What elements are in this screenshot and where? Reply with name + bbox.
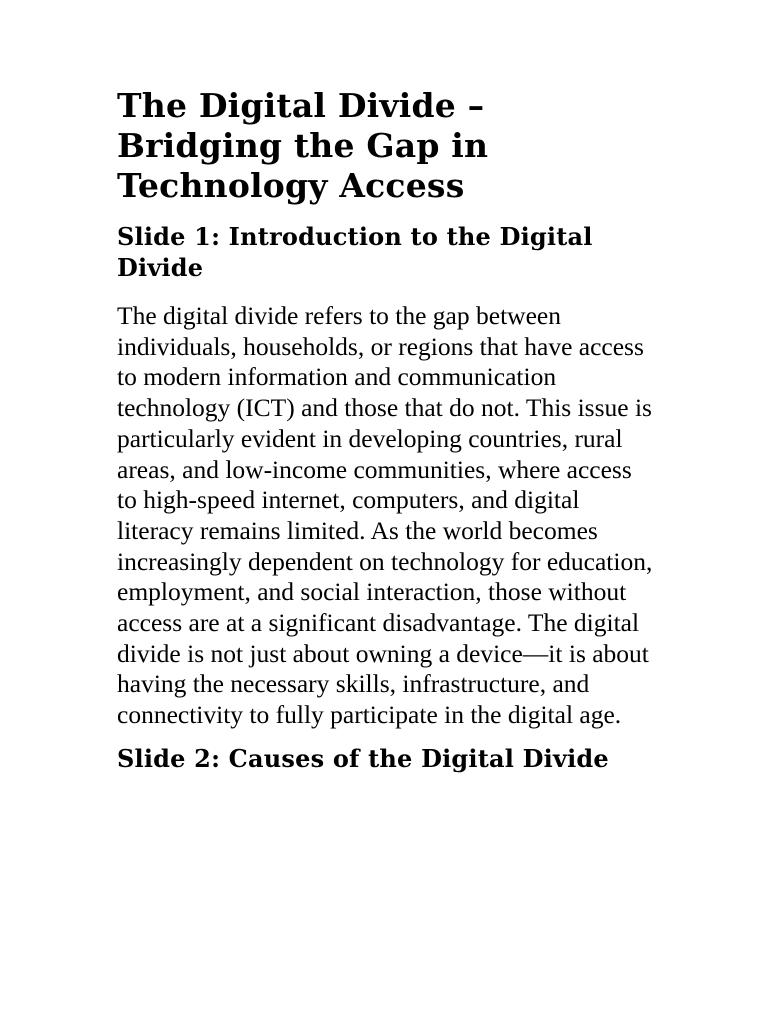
slide-1-heading: Slide 1: Introduction to the Digital Divide xyxy=(117,222,593,282)
slide-1-body: The digital divide refers to the gap between individuals, households, or regions that have access to modern information and communication technology (ICT) and those that do not. This issue is particularly evident in developing countries, rural areas, and low-income communities, where access to high-speed internet, computers, and digital literacy remains limited. As the world becomes increasingly dependent on technology for education, employment, and social interaction, those without access are at a significant disadvantage. The digital divide is not just about owning a device—it is about having the necessary skills, infrastructure, and connectivity to fully participate in the digital age. xyxy=(117,301,653,730)
slide-2-heading: Slide 2: Causes of the Digital Divide xyxy=(117,743,609,773)
document-page xyxy=(117,86,657,792)
document-title: The Digital Divide – Bridging the Gap in Technology Access xyxy=(117,86,489,205)
